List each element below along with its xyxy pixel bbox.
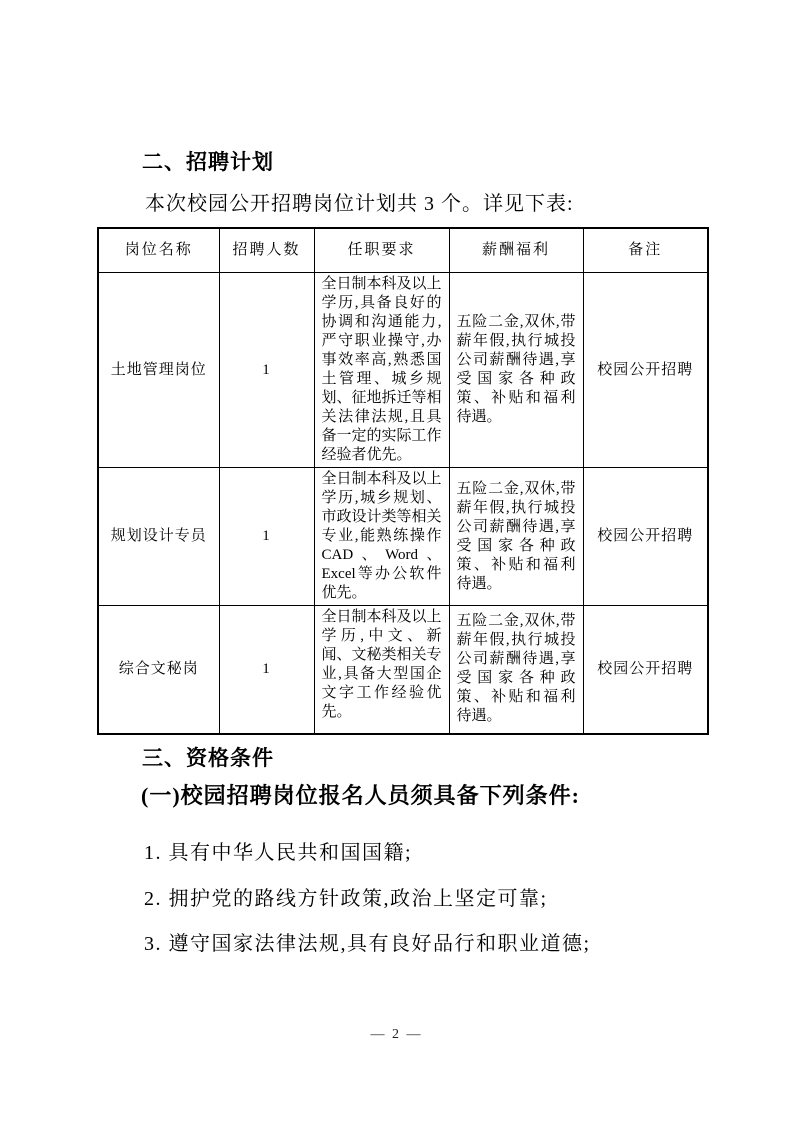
condition-item-2: 2. 拥护党的路线方针政策,政治上坚定可靠; <box>144 888 548 910</box>
table-row <box>98 468 708 606</box>
cell-requirements: 全日制本科及以上学历,中文、新闻、文秘类相关专业,具备大型国企文字工作经验优先。 <box>314 606 449 734</box>
column-header-position: 岗位名称 <box>98 228 219 273</box>
cell-position: 土地管理岗位 <box>98 273 219 468</box>
table-row <box>98 273 708 468</box>
column-header-note: 备注 <box>583 228 708 273</box>
cell-position: 规划设计专员 <box>98 468 219 606</box>
condition-item-3: 3. 遵守国家法律法规,具有良好品行和职业道德; <box>144 933 591 955</box>
cell-note: 校园公开招聘 <box>583 468 708 606</box>
column-header-count: 招聘人数 <box>219 228 314 273</box>
condition-item-1: 1. 具有中华人民共和国国籍; <box>144 842 413 864</box>
recruitment-plan-table <box>97 227 709 735</box>
column-header-requirements: 任职要求 <box>314 228 449 273</box>
section-3-heading: 三、资格条件 <box>142 747 274 770</box>
section-2-heading: 二、招聘计划 <box>142 151 274 174</box>
cell-benefits: 五险二金,双休,带薪年假,执行城投公司薪酬待遇,享受国家各种政策、补贴和福利待遇。 <box>449 606 583 734</box>
page-number: — 2 — <box>370 1027 423 1042</box>
cell-note: 校园公开招聘 <box>583 606 708 734</box>
cell-position: 综合文秘岗 <box>98 606 219 734</box>
table-header-row <box>98 228 708 273</box>
column-header-benefits: 薪酬福利 <box>449 228 583 273</box>
cell-count: 1 <box>219 468 314 606</box>
cell-count: 1 <box>219 606 314 734</box>
subsection-1-heading: (一)校园招聘岗位报名人员须具备下列条件: <box>141 783 580 808</box>
cell-benefits: 五险二金,双休,带薪年假,执行城投公司薪酬待遇,享受国家各种政策、补贴和福利待遇。 <box>449 468 583 606</box>
cell-requirements: 全日制本科及以上学历,城乡规划、市政设计类等相关专业,能熟练操作CAD、Word、Excel等办公软件优先。 <box>314 468 449 606</box>
cell-note: 校园公开招聘 <box>583 273 708 468</box>
cell-requirements: 全日制本科及以上学历,具备良好的协调和沟通能力,严守职业操守,办事效率高,熟悉国土管理、城乡规划、征地拆迁等相关法律法规,且具备一定的实际工作经验者优先。 <box>314 273 449 468</box>
cell-count: 1 <box>219 273 314 468</box>
intro-paragraph: 本次校园公开招聘岗位计划共 3 个。详见下表: <box>145 193 574 215</box>
table-row <box>98 606 708 734</box>
cell-benefits: 五险二金,双休,带薪年假,执行城投公司薪酬待遇,享受国家各种政策、补贴和福利待遇。 <box>449 273 583 468</box>
